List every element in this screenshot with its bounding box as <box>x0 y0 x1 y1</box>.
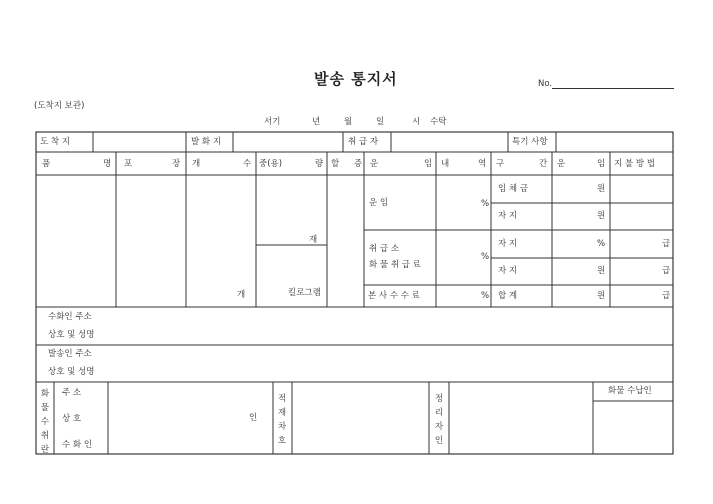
date-month: 월 <box>344 117 353 127</box>
grade-row-total: 급 <box>662 291 671 301</box>
handling-office-label: 취 급 소 <box>369 244 400 254</box>
loading-vehicle-label: 적재차호 <box>277 394 287 446</box>
date-hour: 시 <box>412 117 421 127</box>
header-pack-b: 장 <box>172 159 181 169</box>
section-row-2: 자 지 <box>498 211 518 221</box>
won-row-1: 원 <box>597 184 606 194</box>
document-title: 발송 통지서 <box>314 70 398 88</box>
percent-hq: % <box>481 291 490 301</box>
percent-handling: % <box>481 252 490 262</box>
header-detail-a: 내 <box>441 159 450 169</box>
section-row-total: 합 계 <box>498 291 518 301</box>
header-count-a: 개 <box>192 159 201 169</box>
header-item-a: 품 <box>42 159 51 169</box>
storage-note: (도착지 보관) <box>34 101 85 111</box>
handler-label: 취 급 자 <box>348 137 379 147</box>
date-era: 서기 <box>264 117 281 127</box>
grade-row-4: 급 <box>662 266 671 276</box>
section-row-3: 자 지 <box>498 239 518 249</box>
header-weight-a: 중(용) <box>259 159 283 169</box>
number-label: No. <box>538 79 553 89</box>
grade-row-3: 급 <box>662 239 671 249</box>
header-count-b: 수 <box>243 159 252 169</box>
header-section-a: 구 <box>496 159 505 169</box>
won-row-total: 원 <box>597 291 606 301</box>
confirm-address-label: 주 소 <box>62 388 82 398</box>
shipper-name-label: 상호 및 성명 <box>48 367 95 377</box>
destination-label: 도 착 지 <box>40 137 71 147</box>
header-surcharge-b: 증 <box>354 159 363 169</box>
percent-fare: % <box>481 199 490 209</box>
header-weight-b: 량 <box>315 159 324 169</box>
unit-count: 개 <box>237 290 246 300</box>
consignee-address-label: 수화인 주소 <box>48 312 92 322</box>
date-day: 일 <box>376 117 385 127</box>
unit-material: 재 <box>309 235 318 245</box>
fare-label: 운 임 <box>369 198 389 208</box>
hq-fee-label: 본 사 수 수 료 <box>368 291 420 301</box>
header-fare-a: 운 <box>370 159 379 169</box>
header-detail-b: 역 <box>478 159 487 169</box>
header-item-b: 명 <box>103 159 112 169</box>
date-receipt: 수탁 <box>430 117 447 127</box>
header-payment: 지 불 방 법 <box>614 159 655 169</box>
confirm-receiver-label: 수 화 인 <box>62 440 93 450</box>
consignee-name-label: 상호 및 성명 <box>48 330 95 340</box>
header-pack-a: 포 <box>124 159 133 169</box>
header-fare2-b: 임 <box>597 159 606 169</box>
header-section-b: 간 <box>539 159 548 169</box>
unit-kg: 킬로그램 <box>288 288 321 298</box>
header-fare2-a: 운 <box>557 159 566 169</box>
date-year: 년 <box>312 117 321 127</box>
header-surcharge-a: 할 <box>331 159 340 169</box>
percent-row-3: % <box>597 239 606 249</box>
special-notes-label: 특기 사항 <box>512 137 548 147</box>
won-row-4: 원 <box>597 266 606 276</box>
origin-label: 발 화 지 <box>191 137 222 147</box>
cargo-receipt-section-label: 화물수취란 <box>40 389 50 455</box>
seal-mark: 인 <box>249 413 258 423</box>
arranger-seal-label: 정리자인 <box>434 394 444 446</box>
section-row-1: 임 체 금 <box>498 184 529 194</box>
cargo-receiver-label: 화물 수납인 <box>608 386 652 396</box>
won-row-2: 원 <box>597 211 606 221</box>
section-row-4: 자 지 <box>498 266 518 276</box>
header-fare-b: 임 <box>424 159 433 169</box>
shipper-address-label: 발송인 주소 <box>48 349 92 359</box>
cargo-handling-fee-label: 화 물 취 급 료 <box>369 260 421 270</box>
confirm-company-label: 상 호 <box>62 414 82 424</box>
